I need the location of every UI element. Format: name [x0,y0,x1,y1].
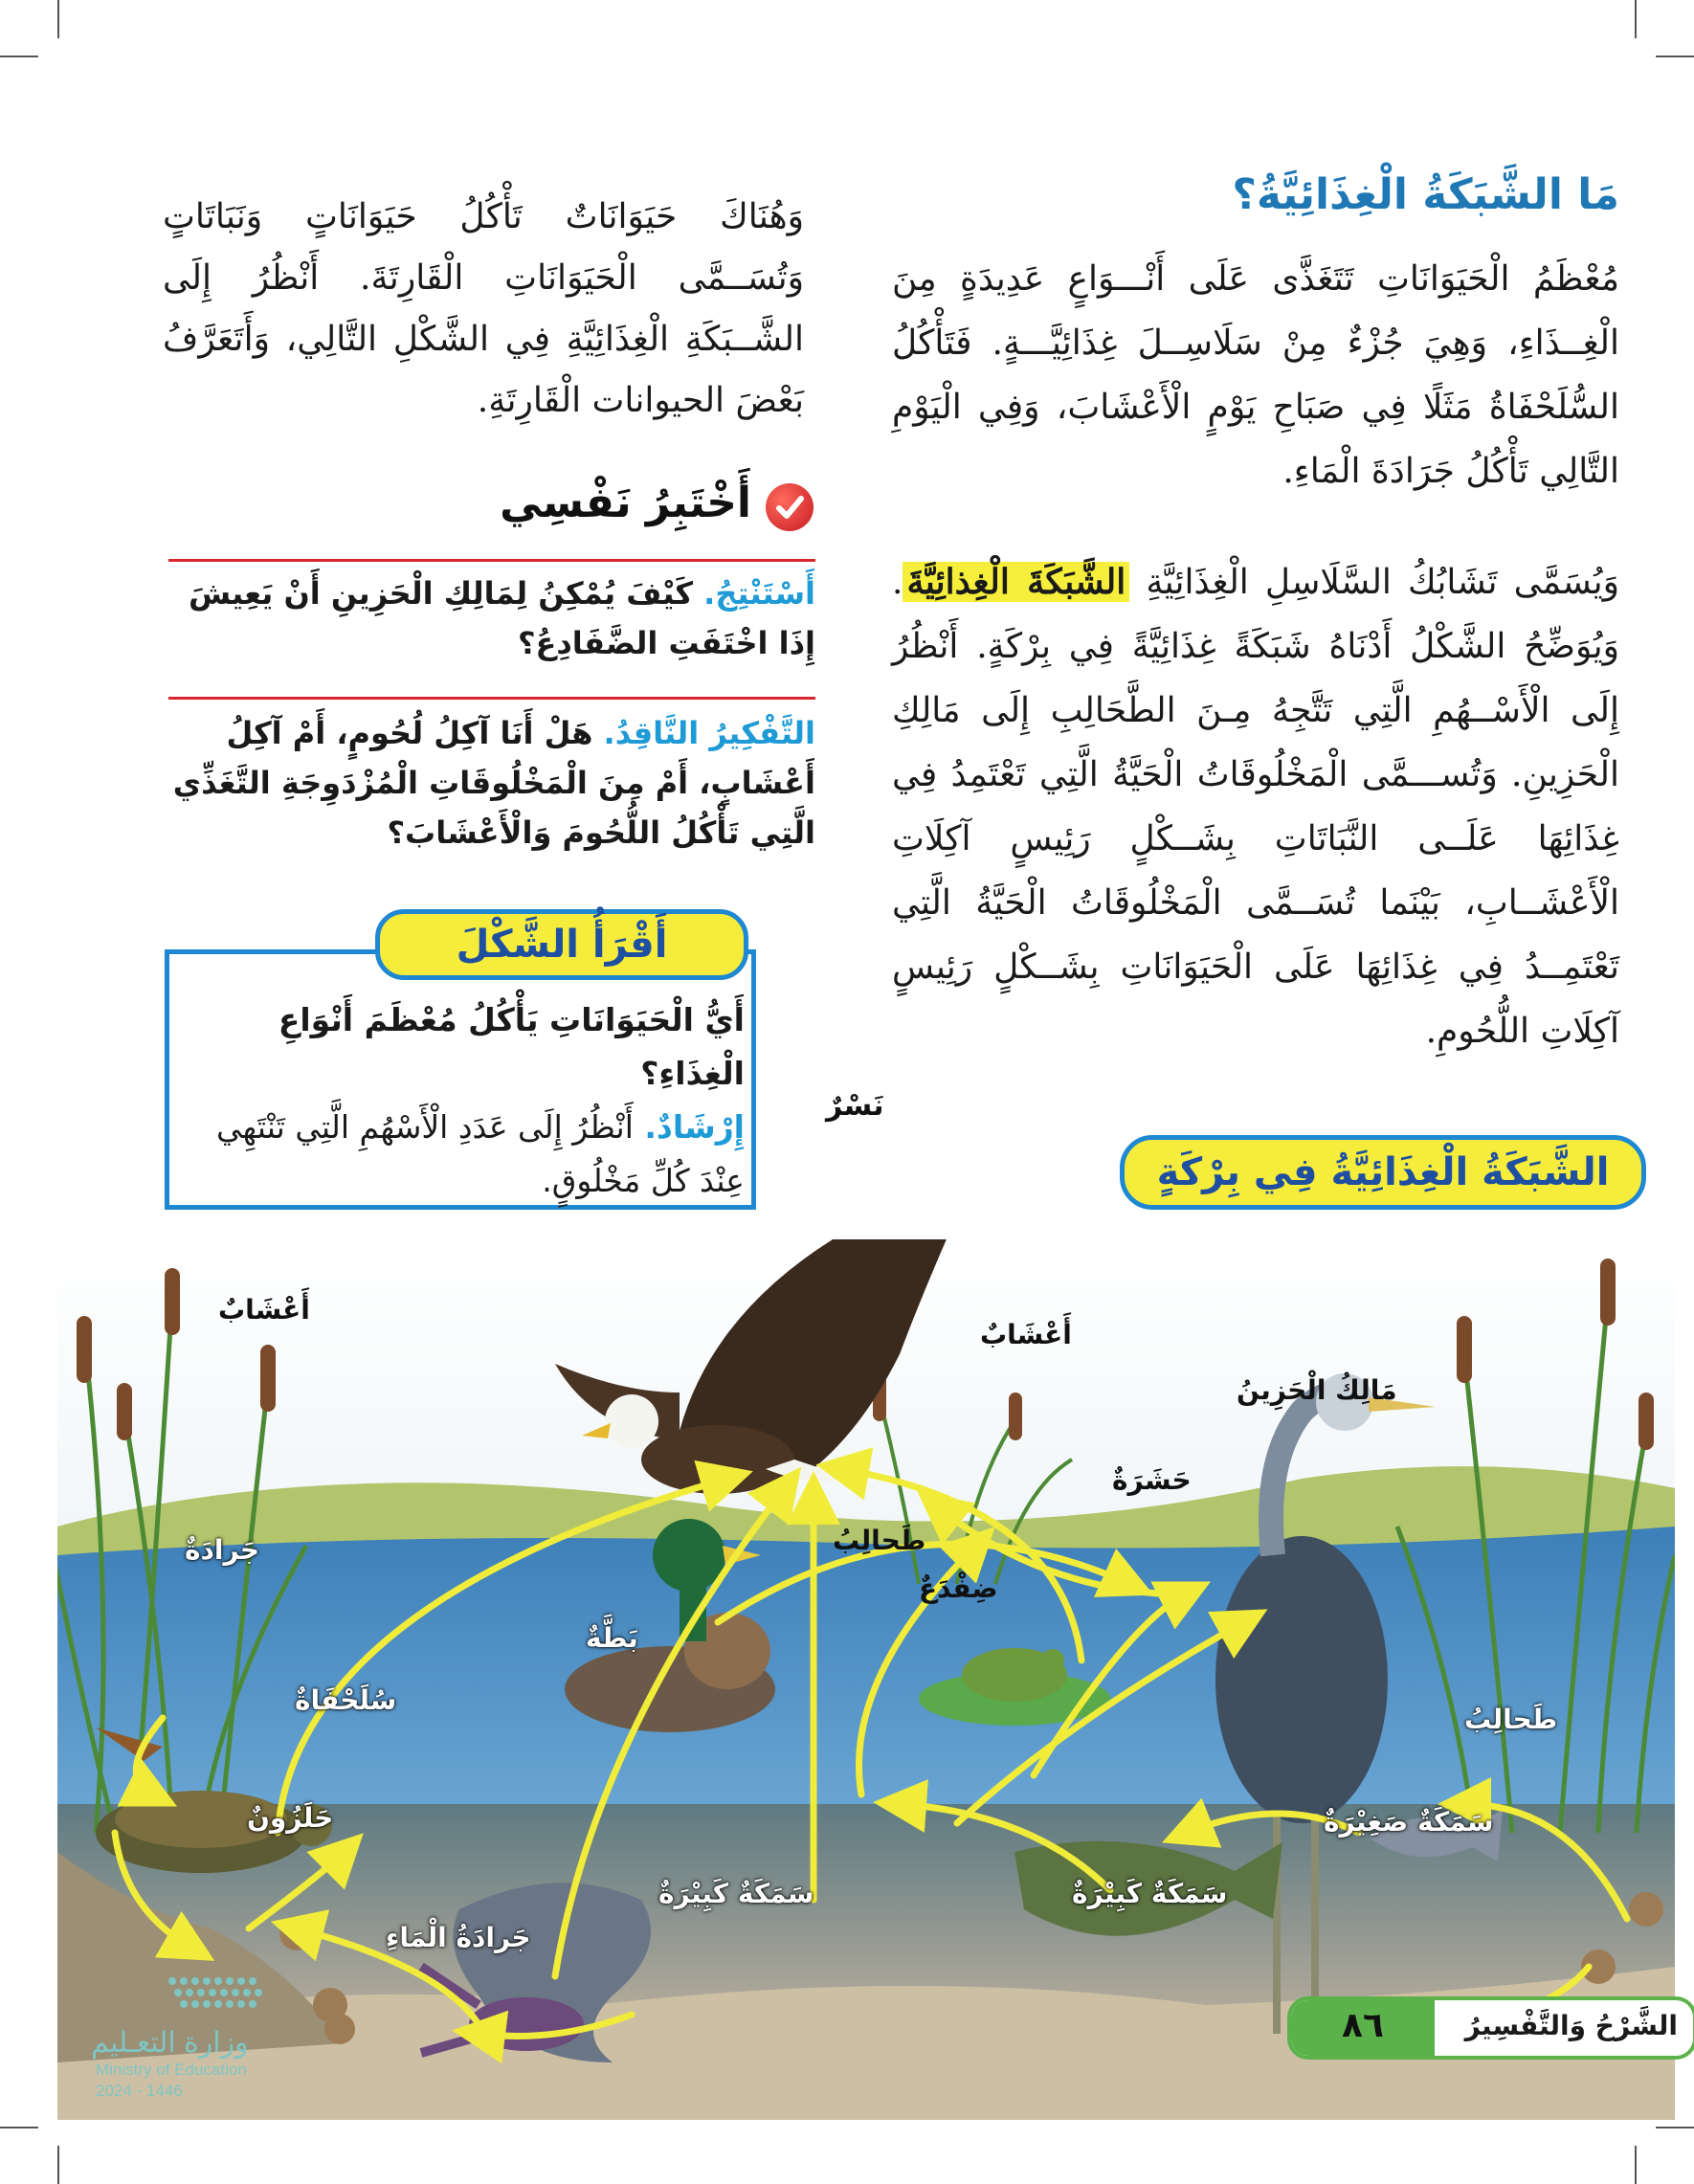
quiz-question-2 [168,708,815,858]
label-turtle: سُلَحْفَاةٌ [295,1684,397,1716]
label-eagle: نَسْرٌ [826,1089,884,1123]
crop-mark [1635,0,1637,38]
read-figure-text [209,993,745,1208]
paragraph-3 [163,187,804,432]
crop-mark [1635,2146,1637,2184]
label-grasshopper: جَرادَةٌ [185,1534,260,1566]
crop-mark [1656,56,1694,57]
crop-mark [0,2127,38,2128]
label-snail: حَلَزُونٌ [247,1802,334,1834]
label-small-fish: سَمَكَةٌ صَغِيْرَةٌ [1324,1806,1494,1838]
label-grass-left: أَعْشَابٌ [218,1294,310,1326]
label-frog: ضِفْدَعٌ [919,1572,998,1604]
paragraph-1-text: مُعْظَمُ الْحَيَوَانَاتِ تَتَغَذَّى عَلَى أَنْـــوَاعٍ عَدِيدَةٍ مِنَ الْغِــذَاءِ، وَهِيَ جُزْءٌ مِنْ سَلَاسِــلَ غِذَائِيَّـــةٍ. فَتَأْكُلُ السُّلَحْفَاةُ مَثَلًا فِي صَبَاحِ يَوْمٍ الْأَعْشَابَ، وَفِي الْيَوْمِ التَّالِي تَأْكُلُ جَرَادَةَ الْمَاءِ. [892,259,1619,491]
divider [168,559,815,562]
label-big-fish-left: سَمَكَةٌ كَبِيْرَةٌ [658,1878,814,1909]
paragraph-2-rest: . وَيُوَضِّحُ الشَّكْلُ أَدْنَاهُ شَبَكَةً غِذَائِيَّةً فِي بِرْكَةٍ. أَنْظُرُ إِلَى الْأَسْــهُمِ الَّتِي تَتَّجِهُ مِـنَ الطَّحَالِبِ إِلَى مَالِكِ الْحَزِينِ. وَتُســـمَّى الْمَخْلُوقَاتُ الْحَيَّةُ الَّتِي تَعْتَمِدُ فِي غِذَائِهَا عَلَــى النَّبَاتَاتِ بِشَــكْلٍ رَئِيسٍ آكِلَاتِ الْأَعْشَــابِ، بَيْنَما تُسَــمَّى الْمَخْلُوقَاتُ الْحَيَّةُ الَّتِي تَعْتَمِــدُ فِي غِذَائِهَا عَلَى الْحَيَوَانَاتِ بِشَــكْلٍ رَئِيسٍ آكِلَاتِ اللُّحُومِ. [892,563,1619,1051]
figure-caption-tab [1120,1135,1646,1210]
label-insect: حَشَرَةٌ [1112,1464,1192,1496]
q1-text: كَيْفَ يُمْكِنُ لِمَالِكِ الْحَزِينِ أَنْ يَعِيشَ إِذَا اخْتَفَتِ الضَّفَادِعُ؟ [188,575,815,661]
ministry-year: 2024 - 1446 [96,2082,183,2100]
ministry-name-ar: وزارة التعـليم [91,2027,249,2059]
check-badge-icon [766,483,814,531]
pond-food-web-illustration [57,1239,1675,2120]
quiz-question-1 [168,568,815,668]
read-figure-question: أَيُّ الْحَيَوَانَاتِ يَأْكُلُ مُعْظَمَ أَنْوَاعِ الْغِذَاءِ؟ [278,1001,745,1092]
ministry-logo-icon [163,1962,278,2029]
label-algae-middle: طَحالِبُ [833,1525,926,1556]
crop-mark [0,56,38,57]
q2-label: التَّفْكِيرُ النَّاقِدُ. [603,715,815,751]
label-grass-middle: أَعْشَابٌ [980,1319,1072,1350]
read-figure-tab-label: أَقْرَأُ الشَّكْلَ [456,923,668,967]
footer-section: الشَّرْحُ وَالتَّفْسِيرُ [1464,2010,1678,2041]
q1-label: أَسْتَنْتِجُ. [703,575,815,612]
quiz-title: أَخْتَبِرُ نَفْسِي [500,479,751,527]
crop-mark [57,0,59,38]
ministry-name-en: Ministry of Education [96,2061,247,2079]
paragraph-1 [892,247,1619,503]
paragraph-3-text: وَهُنَاكَ حَيَوَانَاتٌ تَأْكُلُ حَيَوَانَاتٍ وَنَبَاتَاتٍ وَتُسَــمَّى الْحَيَوَانَاتِ الْقَارِتَةَ. أَنْظُرُ إِلَى الشَّــبَكَةِ الْغِذَائِيَّةِ فِي الشَّكْلِ التَّالِي، وَأَتَعَرَّفُ بَعْضَ الحيوانات الْقَارِتَةِ. [163,197,804,420]
hint-text: أَنْظُرُ إِلَى عَدَدِ الْأَسْهُمِ الَّتِي تَنْتَهِي عِنْدَ كُلِّ مَخْلُوقٍ. [216,1108,745,1199]
label-big-fish-right: سَمَكَةٌ كَبِيْرَةٌ [1072,1878,1228,1909]
crop-mark [57,2146,59,2184]
label-duck: بَطَّةٌ [586,1622,638,1654]
label-algae-right: طَحالِبُ [1464,1704,1558,1735]
figure-caption: الشَّبَكَةُ الْغِذَائِيَّةُ فِي بِرْكَةٍ [1156,1150,1610,1194]
footer-bar [1287,1996,1694,2060]
label-heron: مَالِكُ الْحَزِينُ [1237,1374,1397,1406]
section-title: مَا الشَّبَكَةُ الْغِذَائِيَّةُ؟ [1232,170,1619,219]
hint-label: إِرْشَادٌ. [644,1108,745,1146]
crop-mark [1656,2127,1694,2128]
paragraph-2-start: وَيُسَمَّى تَشَابُكُ السَّلَاسِلِ الْغِذَائِيَّةِ [1146,563,1619,602]
q2-text: هَلْ أَنَا آكِلُ لُحُومٍ، أَمْ آكِلُ أَعْشَابٍ، أَمْ مِنَ الْمَخْلُوقَاتِ الْمُزْدَوِجَةِ التَّغَذِّي الَّتِي تَأْكُلُ اللُّحُومَ وَالْأَعْشَابَ؟ [172,715,815,851]
food-web-term: الشَّبَكَةَ الْغِذائِيَّةَ [903,562,1129,602]
label-crayfish: جَرادَةُ الْمَاءِ [386,1922,531,1953]
read-figure-tab [375,909,748,980]
page-number: ٨٦ [1342,2006,1384,2045]
paragraph-2 [892,550,1619,1063]
divider [168,697,815,700]
